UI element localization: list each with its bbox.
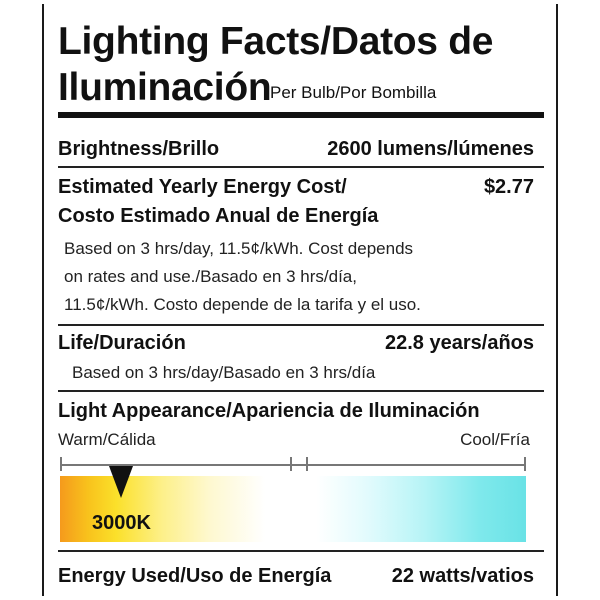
energy-cost-label-line2: Costo Estimado Anual de Energía: [58, 205, 379, 227]
lighting-facts-label: [42, 4, 558, 596]
header-divider: [58, 112, 544, 118]
energy-cost-note-line1: Based on 3 hrs/day, 11.5¢/kWh. Cost depends: [64, 239, 414, 258]
warm-label: Warm/Cálida: [58, 430, 156, 449]
life-note: Based on 3 hrs/day/Basado en 3 hrs/día: [72, 363, 376, 382]
energy-used-label: Energy Used/Uso de Energía: [58, 565, 332, 587]
color-temperature-marker-icon: [109, 466, 133, 498]
energy-cost-label-line1: Estimated Yearly Energy Cost/: [58, 176, 347, 198]
scale-tick-start: [60, 457, 62, 471]
per-bulb-note: Per Bulb/Por Bombilla: [270, 83, 437, 102]
life-value: 22.8 years/años: [385, 332, 534, 354]
cool-label: Cool/Fría: [460, 430, 530, 449]
brightness-label: Brightness/Brillo: [58, 138, 220, 160]
brightness-divider: [58, 166, 544, 168]
label-title-line1: Lighting Facts/Datos de: [58, 20, 494, 63]
appearance-divider: [58, 550, 544, 552]
energy-used-value: 22 watts/vatios: [391, 565, 534, 587]
energy-cost-note-line3: 11.5¢/kWh. Costo depende de la tarifa y el uso.: [64, 295, 421, 314]
life-divider: [58, 390, 544, 392]
color-temperature-value: 3000K: [92, 512, 151, 534]
brightness-value: 2600 lumens/lúmenes: [327, 138, 534, 160]
energy-cost-value: $2.77: [483, 176, 534, 198]
appearance-label: Light Appearance/Apariencia de Iluminación: [58, 400, 480, 422]
label-title-line2: Iluminación: [58, 66, 272, 109]
scale-tick-mid-left: [290, 457, 292, 471]
energy-cost-note-line2: on rates and use./Basado en 3 hrs/día,: [64, 267, 357, 286]
scale-tick-end: [524, 457, 526, 471]
life-label: Life/Duración: [58, 332, 186, 354]
scale-tick-mid-right: [306, 457, 308, 471]
energy-cost-divider: [58, 324, 544, 326]
